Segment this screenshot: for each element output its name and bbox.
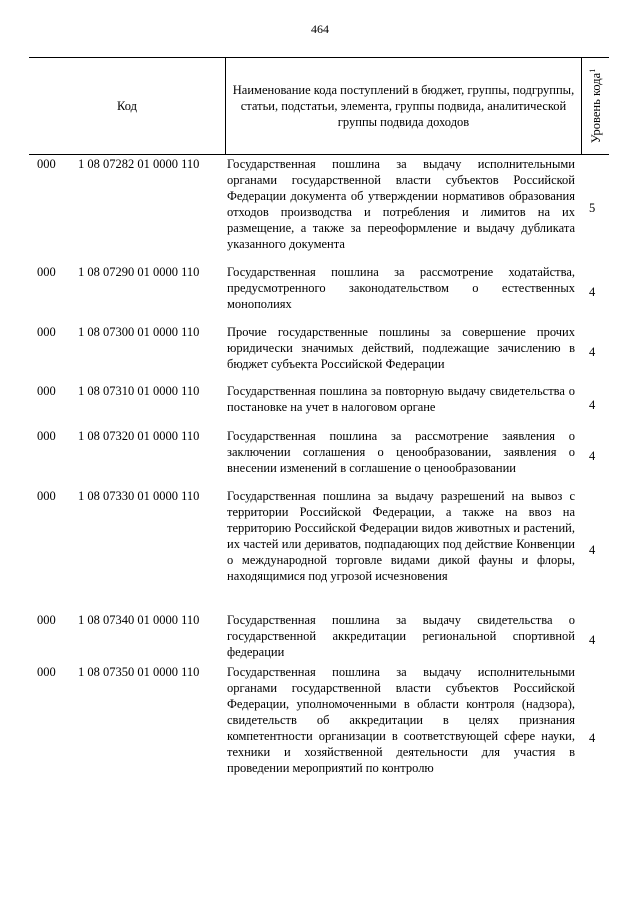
row-budget-code: 1 08 07310 01 0000 110 (78, 384, 200, 398)
row-admin-code: 000 (37, 613, 56, 627)
header-level-label: Уровень кода (588, 72, 603, 144)
header-level (588, 69, 604, 143)
row-budget-code: 1 08 07350 01 0000 110 (78, 665, 200, 679)
header-level-footnote: 1 (587, 68, 597, 73)
row-level: 5 (589, 201, 596, 215)
row-description: Прочие государственные пошлины за совершение прочих юридически значимых действий, подлежащие зачислению в бюджет субъекта Российской Федерации (227, 325, 575, 371)
page-number: 464 (311, 22, 329, 36)
row-admin-code: 000 (37, 429, 56, 443)
row-level: 4 (589, 449, 596, 463)
row-level: 4 (589, 633, 596, 647)
row-admin-code: 000 (37, 384, 56, 398)
row-admin-code: 000 (37, 489, 56, 503)
row-level: 4 (589, 543, 596, 557)
row-budget-code: 1 08 07330 01 0000 110 (78, 489, 200, 503)
header-code: Код (29, 58, 226, 154)
row-budget-code: 1 08 07290 01 0000 110 (78, 265, 200, 279)
row-budget-code: 1 08 07340 01 0000 110 (78, 613, 200, 627)
row-admin-code: 000 (37, 265, 56, 279)
row-description: Государственная пошлина за выдачу исполнительными органами государственной власти субъектов Российской Федерации, уполномоченными в области контроля (надзора), свидетельств об аккредитации в целях признания компетентности организации в соответствующей сфере науки, техники и хозяйственной деятельности для участия в проведении мероприятий по контролю (227, 665, 575, 775)
row-admin-code: 000 (37, 665, 56, 679)
table-header (29, 57, 609, 155)
row-description: Государственная пошлина за повторную выдачу свидетельства о постановке на учет в налоговом органе (227, 384, 575, 414)
row-admin-code: 000 (37, 157, 56, 171)
row-level: 4 (589, 285, 596, 299)
row-budget-code: 1 08 07320 01 0000 110 (78, 429, 200, 443)
row-level: 4 (589, 398, 596, 412)
row-budget-code: 1 08 07282 01 0000 110 (78, 157, 200, 171)
row-description: Государственная пошлина за выдачу исполнительными органами государственной власти субъектов Российской Федерации документа об утверждении нормативов образования отходов производства и потребления и лимитов на их размещение, а также за переоформление и выдачу дубликата указанного документа (227, 157, 575, 251)
row-description: Государственная пошлина за рассмотрение ходатайства, предусмотренного законодательством о естественных монополиях (227, 265, 575, 311)
header-level-cell (582, 58, 609, 154)
header-name: Наименование кода поступлений в бюджет, группы, подгруппы, статьи, подстатьи, элемента, группы подвида, аналитической группы подвида доходов (226, 58, 582, 154)
row-budget-code: 1 08 07300 01 0000 110 (78, 325, 200, 339)
row-description: Государственная пошлина за выдачу разрешений на вывоз с территории Российской Федерации, а также на ввоз на территорию Российской Федерации видов животных и растений, их частей или дериватов, подпадающих под действие Конвенции о международной торговле видами дикой фауны и флоры, находящимися под угрозой исчезновения (227, 489, 575, 583)
row-description: Государственная пошлина за выдачу свидетельства о государственной аккредитации региональной спортивной федерации (227, 613, 575, 659)
row-description: Государственная пошлина за рассмотрение заявления о заключении соглашения о ценообразовании, заявления о внесении изменений в соглашение о ценообразовании (227, 429, 575, 475)
row-level: 4 (589, 345, 596, 359)
row-level: 4 (589, 731, 596, 745)
row-admin-code: 000 (37, 325, 56, 339)
